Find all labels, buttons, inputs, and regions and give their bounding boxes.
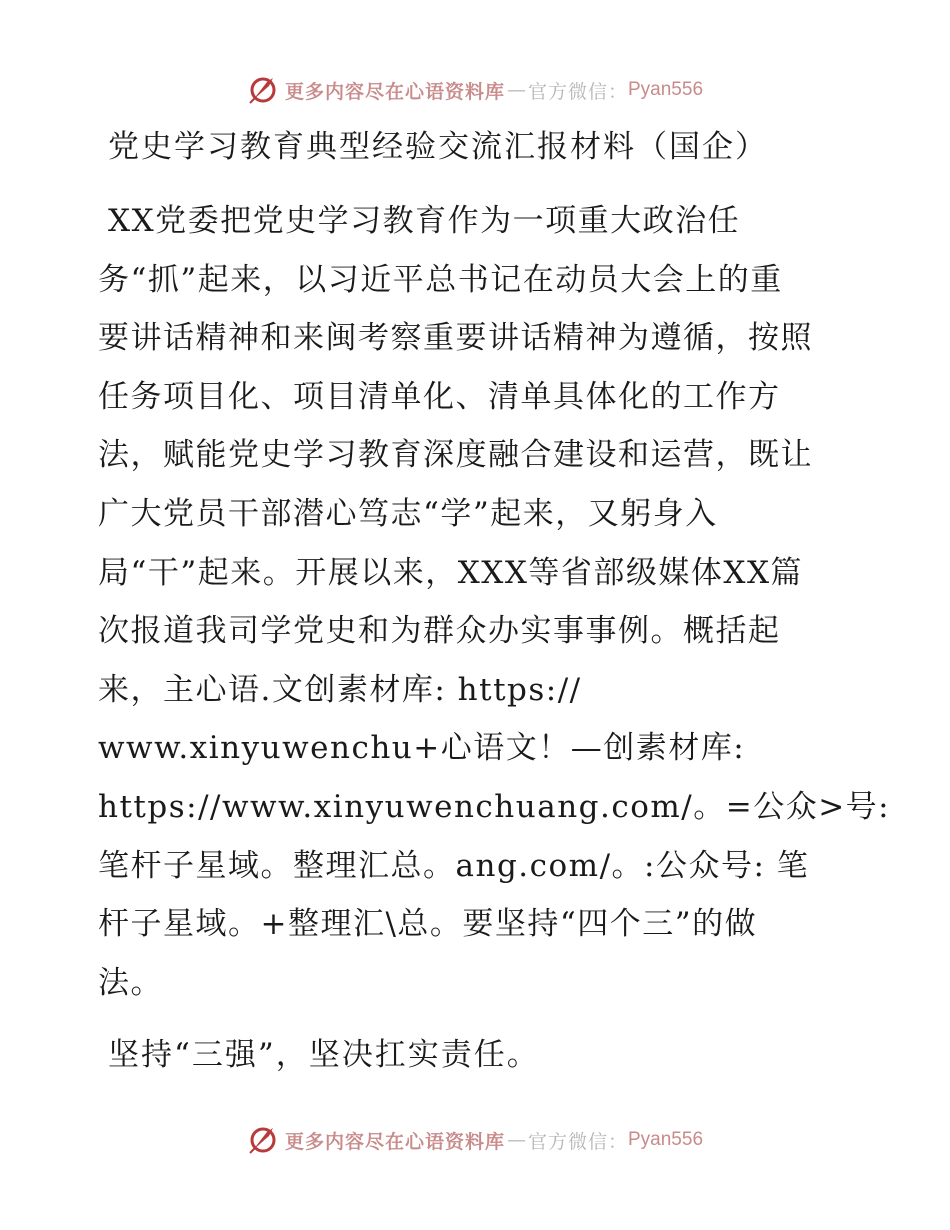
paragraph-line: 务“抓”起来，以习近平总书记在动员大会上的重 [98,261,783,298]
header-watermark-banner [0,70,950,110]
quill-logo-icon [247,1124,279,1156]
section-heading: 坚持“三强”，坚决扛实责任。 [108,1037,540,1073]
banner-wechat-label: 官方微信： [527,80,628,103]
paragraph-line: XX党委把党史学习教育作为一项重大政治任 [108,203,741,239]
banner-wechat-id: Pyan556 [628,79,704,100]
paragraph-line: 杆子星域。+整理汇\总。要坚持“四个三”的做 [98,906,758,943]
banner-wechat-id: Pyan556 [628,1129,704,1150]
paragraph-line: 要讲话精神和来闽考察重要讲话精神为遵循，按照 [98,320,813,357]
banner-dash: — [506,79,526,101]
paragraph-line: 来，主心语.文创素材库: https:// [98,671,582,708]
paragraph-line: 次报道我司学党史和为群众办实事事例。概括起 [98,613,781,650]
banner-dash: — [506,1129,526,1151]
quill-logo-icon [247,74,279,106]
footer-watermark-banner [0,1120,950,1160]
paragraph-line: 局“干”起来。开展以来，XXX等省部级媒体XX篇 [98,554,804,591]
paragraph-line: 任务项目化、项目清单化、清单具体化的工作方 [98,378,781,415]
paragraph-line: www.xinyuwenchu+心语文！—创素材库: [98,730,746,767]
paragraph-line: 广大党员干部潜心笃志“学”起来，又躬身入 [98,495,718,532]
paragraph-line: https://www.xinyuwenchuang.com/。=公众>号: [98,788,891,825]
paragraph-line: 法。 [98,964,163,1001]
banner-main-text: 更多内容尽在心语资料库 [284,80,505,103]
paragraph-line: 法，赋能党史学习教育深度融合建设和运营，既让 [98,437,813,474]
banner-wechat-label: 官方微信： [527,1130,628,1153]
banner-main-text: 更多内容尽在心语资料库 [284,1130,505,1153]
document-title: 党史学习教育典型经验交流汇报材料（国企） [108,129,768,165]
document-paragraph [98,192,891,1012]
paragraph-line: 笔杆子星域。整理汇总。ang.com/。:公众号: 笔 [98,847,810,884]
